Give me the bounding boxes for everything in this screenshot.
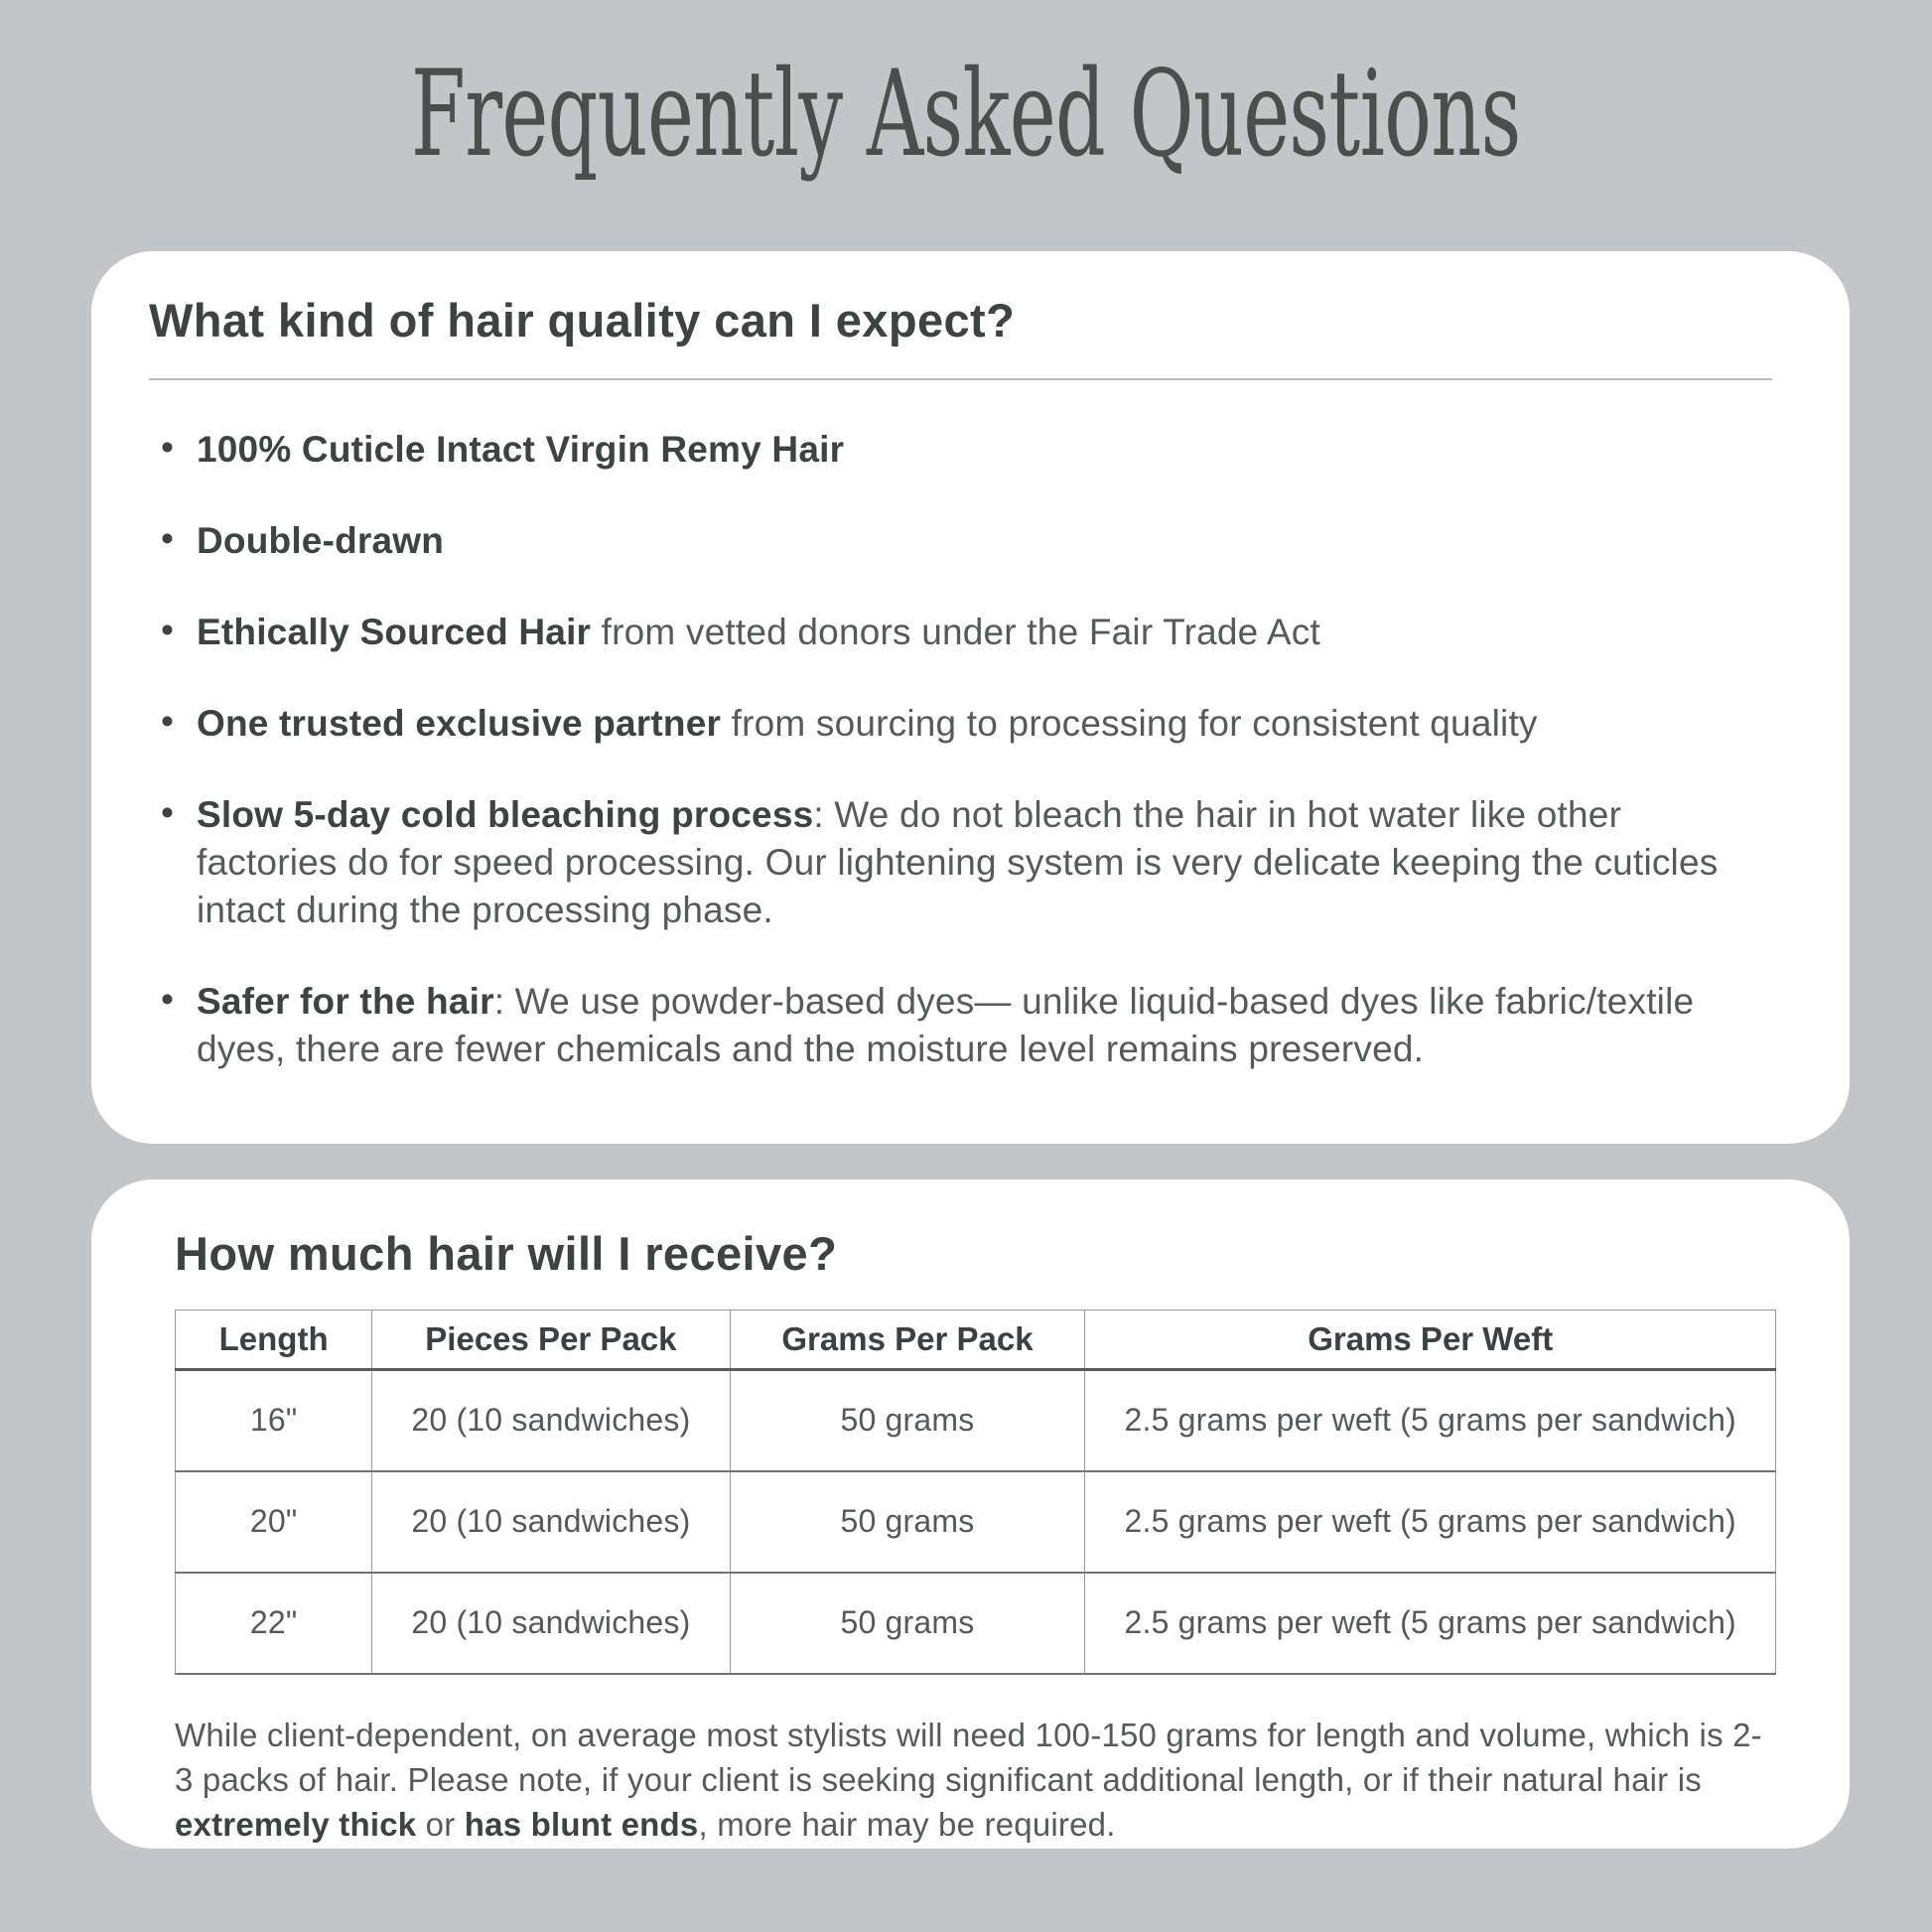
- cell-length: 16": [176, 1370, 372, 1471]
- bullet-item-trusted-partner: [149, 700, 1772, 748]
- cell-grams-pack: 50 grams: [730, 1471, 1085, 1573]
- bullet-icon: •: [161, 610, 175, 650]
- bullet-regular-text: : We do not bleach the hair in hot water like other factories do for speed processing. Our lightening system is very delicate keeping the cuticles intact during the processing phase.: [197, 794, 1719, 930]
- divider-line: [149, 378, 1772, 380]
- bullet-icon: •: [161, 979, 175, 1020]
- bullet-bold-text: 100% Cuticle Intact Virgin Remy Hair: [197, 429, 845, 470]
- column-header-pieces-per-pack: Pieces Per Pack: [372, 1311, 730, 1370]
- bullet-bold-text: Safer for the hair: [197, 981, 494, 1022]
- page-title-text: Frequently Asked Questions: [411, 46, 1521, 184]
- cell-pieces: 20 (10 sandwiches): [372, 1370, 730, 1471]
- cell-grams-pack: 50 grams: [730, 1573, 1085, 1674]
- note-bold-extremely-thick: extremely thick: [175, 1805, 417, 1843]
- bullet-item-safer-dyes: [149, 978, 1772, 1073]
- cell-grams-weft: 2.5 grams per weft (5 grams per sandwich): [1085, 1471, 1776, 1573]
- bullet-item-cold-bleaching: [149, 791, 1772, 934]
- table-row: [176, 1370, 1776, 1471]
- cell-length: 20": [176, 1471, 372, 1573]
- bullet-bold-text: Ethically Sourced Hair: [197, 612, 592, 652]
- bullet-bold-text: Slow 5-day cold bleaching process: [197, 794, 814, 835]
- column-header-length: Length: [176, 1311, 372, 1370]
- faq-card-hair-amount: [91, 1179, 1850, 1849]
- bullet-bold-text: Double-drawn: [197, 520, 445, 561]
- cell-pieces: 20 (10 sandwiches): [372, 1471, 730, 1573]
- bullet-item-ethically-sourced: [149, 609, 1772, 656]
- question-heading-hair-quality: What kind of hair quality can I expect?: [149, 294, 1016, 346]
- cell-grams-weft: 2.5 grams per weft (5 grams per sandwich): [1085, 1370, 1776, 1471]
- question-heading-hair-amount: How much hair will I receive?: [175, 1227, 838, 1280]
- cell-grams-weft: 2.5 grams per weft (5 grams per sandwich): [1085, 1573, 1776, 1674]
- table-row: [176, 1573, 1776, 1674]
- bullet-icon: •: [161, 792, 175, 833]
- cell-pieces: 20 (10 sandwiches): [372, 1573, 730, 1674]
- bullet-regular-text: : We use powder-based dyes— unlike liquid-based dyes like fabric/textile dyes, there are fewer chemicals and the moisture level remains preserved.: [197, 981, 1695, 1069]
- hair-quality-bullet-list: [149, 426, 1772, 1073]
- column-header-grams-per-weft: Grams Per Weft: [1085, 1311, 1776, 1370]
- column-header-grams-per-pack: Grams Per Pack: [730, 1311, 1085, 1370]
- bullet-regular-text: from vetted donors under the Fair Trade Act: [591, 612, 1320, 652]
- note-text: [175, 1713, 1780, 1847]
- bullet-icon: •: [161, 701, 175, 742]
- faq-card-hair-quality: [91, 251, 1850, 1144]
- hair-amount-table: [175, 1310, 1776, 1675]
- cell-grams-pack: 50 grams: [730, 1370, 1085, 1471]
- note-bold-blunt-ends: has blunt ends: [464, 1805, 699, 1843]
- bullet-bold-text: One trusted exclusive partner: [197, 703, 722, 744]
- bullet-icon: •: [161, 518, 175, 559]
- note-part2: or: [416, 1805, 465, 1843]
- bullet-regular-text: from sourcing to processing for consistent quality: [721, 703, 1538, 744]
- note-part3: , more hair may be required.: [698, 1805, 1116, 1843]
- table-header-row: [176, 1311, 1776, 1370]
- note-part1: While client-dependent, on average most stylists will need 100-150 grams for length and volume, which is 2-3 packs of hair. Please note, if your client is seeking significant additional length, or if their natural hair is: [175, 1716, 1762, 1798]
- cell-length: 22": [176, 1573, 372, 1674]
- table-row: [176, 1471, 1776, 1573]
- bullet-icon: •: [161, 427, 175, 468]
- bullet-item-remy-hair: [149, 426, 1772, 474]
- bullet-item-double-drawn: [149, 517, 1772, 565]
- page-title: [0, 0, 1932, 184]
